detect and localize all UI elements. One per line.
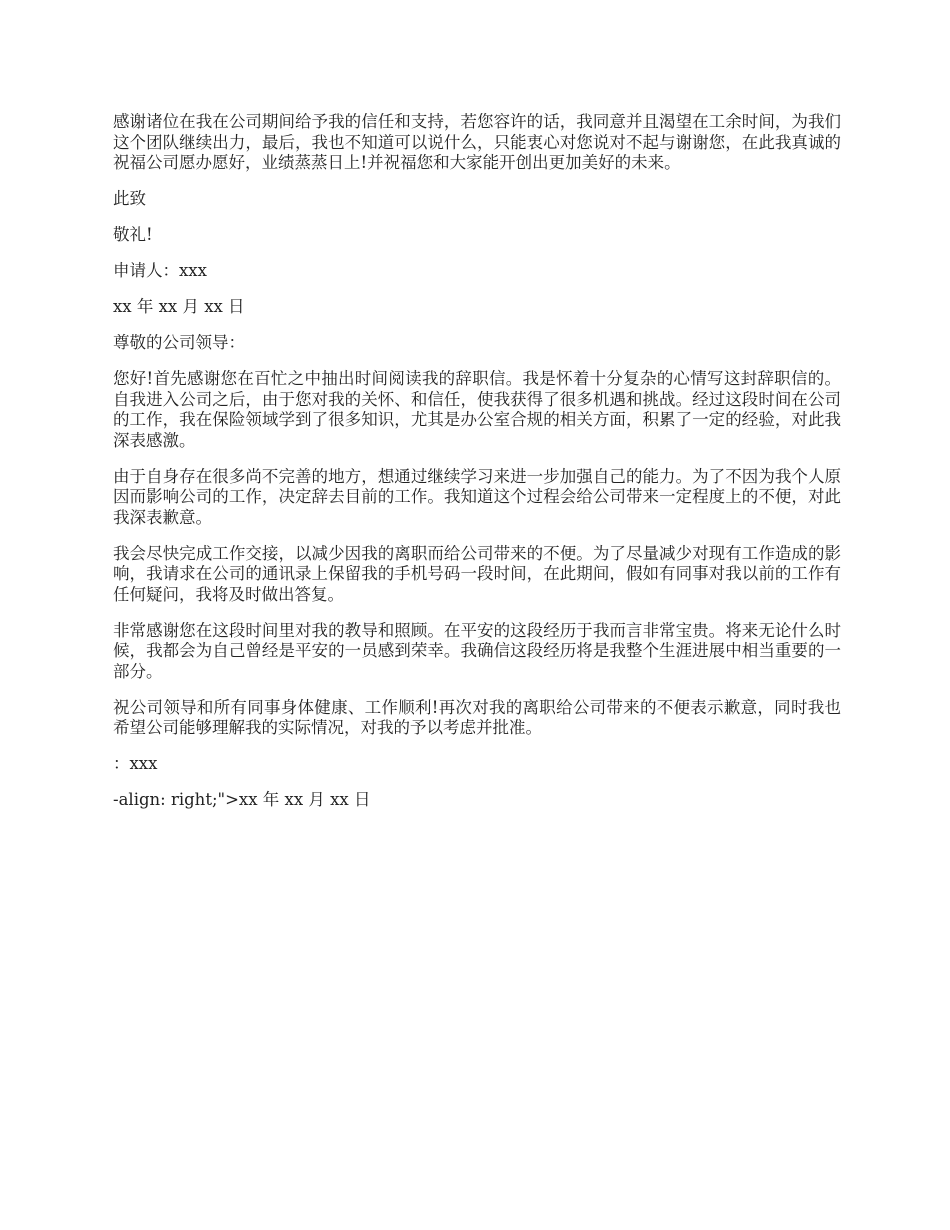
salutation-cizhi: 此致 — [113, 189, 146, 208]
signature-date-line: -align: right;">xx 年 xx 月 xx 日 — [113, 790, 371, 809]
body-paragraph-reason: 由于自身存在很多尚不完善的地方，想通过继续学习来进一步加强自己的能力。为了不因为我个人原因而影响公司的工作，决定辞去目前的工作。我知道这个过程会给公司带来一定程度上的不便，对此我深表歉意。 — [113, 466, 841, 527]
salutation-jingli: 敬礼! — [113, 225, 153, 244]
document-body — [113, 112, 841, 826]
body-paragraph-wishes: 祝公司领导和所有同事身体健康、工作顺利!再次对我的离职给公司带来的不便表示歉意，同时我也希望公司能够理解我的实际情况，对我的予以考虑并批准。 — [113, 697, 841, 737]
body-paragraph-gratitude: 非常感谢您在这段时间里对我的教导和照顾。在平安的这段经历于我而言非常宝贵。将来无论什么时候，我都会为自己曾经是平安的一员感到荣幸。我确信这段经历将是我整个生涯进展中相当重要的一部分。 — [113, 620, 841, 681]
letter-greeting: 尊敬的公司领导： — [113, 333, 245, 352]
body-paragraph-handover: 我会尽快完成工作交接，以减少因我的离职而给公司带来的不便。为了尽量减少对现有工作造成的影响，我请求在公司的通讯录上保留我的手机号码一段时间，在此期间，假如有同事对我以前的工作有任何疑问，我将及时做出答复。 — [113, 543, 841, 604]
date-line: xx 年 xx 月 xx 日 — [113, 297, 245, 316]
body-paragraph-intro: 您好!首先感谢您在百忙之中抽出时间阅读我的辞职信。我是怀着十分复杂的心情写这封辞职信的。自我进入公司之后，由于您对我的关怀、和信任，使我获得了很多机遇和挑战。经过这段时间在公司的工作，我在保险领域学到了很多知识，尤其是办公室合规的相关方面，积累了一定的经验，对此我深表感激。 — [113, 369, 841, 450]
applicant-line: 申请人：xxx — [113, 261, 207, 280]
signature-line: ：xxx — [113, 754, 158, 773]
closing-thanks-paragraph: 感谢诸位在我在公司期间给予我的信任和支持，若您容许的话，我同意并且渴望在工余时间，为我们这个团队继续出力，最后，我也不知道可以说什么，只能衷心对您说对不起与谢谢您，在此我真诚的祝福公司愿办愿好，业绩蒸蒸日上!并祝福您和大家能开创出更加美好的未来。 — [113, 112, 841, 172]
